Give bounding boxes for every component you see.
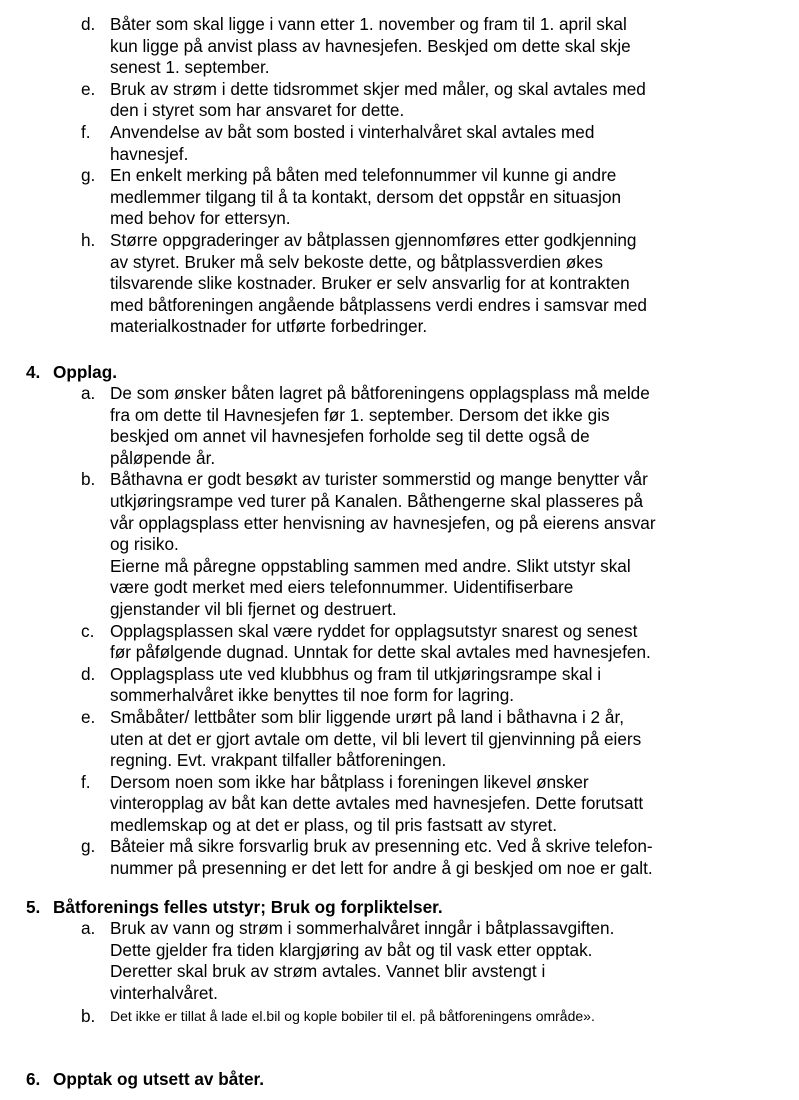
item-letter: f.: [81, 121, 91, 142]
section-number: 6.: [26, 1069, 41, 1089]
section-number: 5.: [26, 897, 41, 917]
item-line: Båthavna er godt besøkt av turister sommerstid og mange benytter vår: [110, 469, 648, 490]
section-title: Opptak og utsett av båter.: [53, 1069, 265, 1089]
item-line: senest 1. september.: [110, 57, 270, 78]
list-item: [0, 707, 799, 772]
list-item: [0, 664, 799, 707]
list-item: [0, 383, 799, 469]
item-line: vinterhalvåret.: [110, 982, 218, 1003]
item-line: sommerhalvåret ikke benyttes til noe form for lagring.: [110, 685, 515, 706]
list-item: [0, 918, 799, 1004]
section-title: Opplag.: [53, 362, 117, 382]
item-line: være godt merket med eiers telefonnummer. Uidentifiserbare: [110, 577, 574, 598]
item-line: Det ikke er tillat å lade el.bil og kople bobiler til el. på båtforeningens område».: [110, 1008, 595, 1025]
item-letter: c.: [81, 620, 95, 641]
item-line: De som ønsker båten lagret på båtforeningens opplagsplass må melde: [110, 383, 650, 403]
item-line: tilsvarende slike kostnader. Bruker er selv ansvarlig for at kontrakten: [110, 273, 630, 294]
item-line: materialkostnader for utførte forbedringer.: [110, 316, 428, 337]
item-line: påløpende år.: [110, 447, 216, 468]
item-line: Deretter skal bruk av strøm avtales. Vannet blir avstengt i: [110, 961, 546, 982]
item-line: vinteropplag av båt kan dette avtales med havnesjefen. Dette forutsatt: [110, 793, 644, 814]
list-item: [0, 621, 799, 664]
item-line: av styret. Bruker må selv bekoste dette, og båtplassverdien økes: [110, 251, 603, 272]
item-letter: h.: [81, 229, 96, 250]
item-line: kun ligge på anvist plass av havnesjefen. Beskjed om dette skal skje: [110, 35, 631, 56]
item-line: Anvendelse av båt som bosted i vinterhalvåret skal avtales med: [110, 121, 595, 142]
list-item: [0, 165, 799, 230]
item-letter: a.: [81, 383, 96, 403]
item-letter: e.: [81, 78, 96, 99]
item-line: Dersom noen som ikke har båtplass i foreningen likevel ønsker: [110, 771, 589, 792]
item-line: Bruk av vann og strøm i sommerhalvåret inngår i båtplassavgiften.: [110, 918, 615, 938]
list-item: [0, 469, 799, 620]
list-item: [0, 1006, 799, 1028]
list-item: [0, 79, 799, 122]
item-line: Båteier må sikre forsvarlig bruk av presenning etc. Ved å skrive telefon-: [110, 836, 653, 857]
item-line: med båtforeningen angående båtplassens verdi endres i samsvar med: [110, 294, 647, 315]
item-line: En enkelt merking på båten med telefonnummer vil kunne gi andre: [110, 165, 617, 186]
item-line: Opplagsplass ute ved klubbhus og fram til utkjøringsrampe skal i: [110, 663, 602, 684]
item-line: fra om dette til Havnesjefen før 1. september. Dersom det ikke gis: [110, 404, 610, 425]
item-line: før påfølgende dugnad. Unntak for dette skal avtales med havnesjefen.: [110, 642, 651, 663]
item-line: beskjed om annet vil havnesjefen forholde seg til dette også de: [110, 426, 590, 447]
item-line: havnesjef.: [110, 143, 189, 164]
list-item: [0, 230, 799, 338]
item-letter: e.: [81, 706, 96, 727]
item-line: Eierne må påregne oppstabling sammen med andre. Slikt utstyr skal: [110, 555, 631, 576]
item-line: uten at det er gjort avtale om dette, vil bli levert til gjenvinning på eiers: [110, 728, 642, 749]
section-title: Båtforenings felles utstyr; Bruk og forpliktelser.: [53, 897, 443, 917]
item-letter: b.: [81, 469, 96, 490]
item-line: utkjøringsrampe ved turer på Kanalen. Båthengerne skal plasseres på: [110, 490, 644, 511]
item-line: med behov for ettersyn.: [110, 208, 291, 229]
item-letter: b.: [81, 1006, 96, 1027]
item-letter: a.: [81, 918, 96, 938]
list-item: [0, 14, 799, 79]
item-line: og risiko.: [110, 534, 179, 555]
item-line: nummer på presenning er det lett for andre å gi beskjed om noe er galt.: [110, 858, 653, 879]
item-letter: d.: [81, 14, 96, 34]
item-line: den i styret som har ansvaret for dette.: [110, 100, 405, 121]
item-line: Småbåter/ lettbåter som blir liggende urørt på land i båthavna i 2 år,: [110, 706, 624, 727]
item-line: Bruk av strøm i dette tidsrommet skjer med måler, og skal avtales med: [110, 78, 646, 99]
section-number: 4.: [26, 362, 41, 382]
item-line: medlemskap og at det er plass, og til pris fastsatt av styret.: [110, 814, 558, 835]
item-line: Opplagsplassen skal være ryddet for opplagsutstyr snarest og senest: [110, 620, 638, 641]
list-item: [0, 836, 799, 879]
item-line: vår opplagsplass etter henvisning av havnesjefen, og på eierens ansvar: [110, 512, 656, 533]
item-letter: g.: [81, 165, 96, 186]
item-line: Båter som skal ligge i vann etter 1. november og fram til 1. april skal: [110, 14, 627, 34]
list-item: [0, 772, 799, 837]
item-line: Større oppgraderinger av båtplassen gjennomføres etter godkjenning: [110, 229, 637, 250]
item-line: medlemmer tilgang til å ta kontakt, dersom det oppstår en situasjon: [110, 186, 622, 207]
item-line: Dette gjelder fra tiden klargjøring av båt og til vask etter opptak.: [110, 939, 593, 960]
section-4-items: [0, 383, 799, 880]
item-letter: g.: [81, 836, 96, 857]
item-letter: d.: [81, 663, 96, 684]
section-3-items: [0, 14, 799, 338]
list-item: [0, 122, 799, 165]
item-line: gjenstander vil bli fjernet og destruert.: [110, 598, 397, 619]
item-letter: f.: [81, 771, 91, 792]
section-5-items: [0, 918, 799, 1028]
item-line: regning. Evt. vrakpant tilfaller båtforeningen.: [110, 750, 447, 771]
